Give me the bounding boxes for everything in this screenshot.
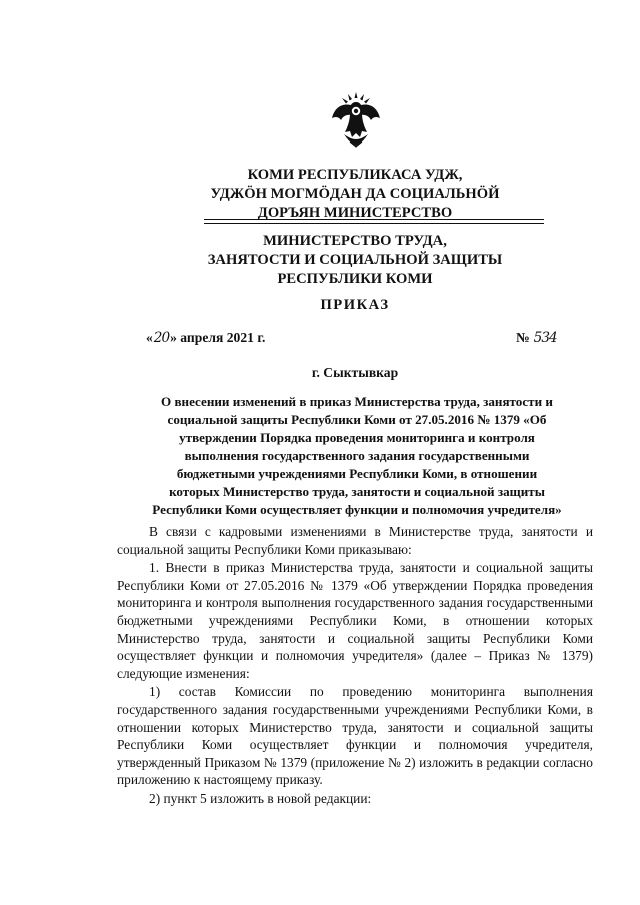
body-paragraph: 1) состав Комиссии по проведению мониторинга выполнения государственного задания государственными учреждениями Республики Коми, в отношении которых Министерство труда, занятости и социальной защиты Республики Коми осуществляет функции и полномочия учредителя, утвержденный Приказом № 1379 (приложение № 2) изложить в редакции согласно приложению к настоящему приказу. [117, 684, 593, 788]
header-komi-line: КОМИ РЕСПУБЛИКАСА УДЖ, [247, 167, 463, 183]
body-paragraph: 2) пункт 5 изложить в новой редакции: [149, 790, 372, 806]
order-number [516, 330, 557, 346]
order-number-label: № [516, 330, 530, 345]
header-divider-bottom [204, 223, 544, 224]
bird-emblem-icon [330, 90, 382, 148]
document-type-title: ПРИКАЗ [320, 297, 390, 313]
order-title [112, 393, 602, 519]
header-ru-line: ЗАНЯТОСТИ И СОЦИАЛЬНОЙ ЗАЩИТЫ [207, 252, 503, 268]
header-ru-line: РЕСПУБЛИКИ КОМИ [277, 271, 433, 287]
date-close-quote: » [170, 330, 177, 345]
header-komi-line: УДЖӦН МОГМӦДАН ДА СОЦИАЛЬНӦЙ [210, 186, 500, 202]
komi-coat-of-arms-emblem [330, 90, 382, 148]
date-day-handwritten: 20 [153, 330, 170, 346]
body-paragraph: В связи с кадровыми изменениями в Министерстве труда, занятости и социальной защиты Республики Коми приказываю: [117, 524, 593, 557]
order-body-text [117, 523, 593, 808]
date-month-year: апреля 2021 г. [176, 330, 266, 345]
order-date [146, 330, 265, 346]
header-russian-ministry-name [140, 232, 570, 289]
body-paragraph: 1. Внести в приказ Министерства труда, занятости и социальной защиты Республики Коми от 27.05.2016 № 1379 «Об утверждении Порядка проведения мониторинга и контроля выполнения государственного задания государственными бюджетными учреждениями Республики Коми, в отношении которых Министерство труда, занятости и социальной защиты Республики Коми осуществляет функции и полномочия учредителя» (далее – Приказ № 1379) следующие изменения: [117, 560, 593, 681]
header-komi-line: ДОРЪЯН МИНИСТЕРСТВО [257, 205, 453, 221]
title-line: выполнения государственного задания государственными [184, 448, 530, 463]
title-line: О внесении изменений в приказ Министерства труда, занятости и [161, 394, 553, 409]
header-ru-line: МИНИСТЕРСТВО ТРУДА, [263, 233, 447, 249]
title-line: утверждении Порядка проведения мониторинга и контроля [179, 430, 535, 445]
date-open-quote: « [146, 330, 153, 345]
order-number-handwritten: 534 [533, 330, 557, 346]
title-line: социальной защиты Республики Коми от 27.05.2016 № 1379 «Об [167, 412, 547, 427]
title-line: бюджетными учреждениями Республики Коми, в отношении [176, 466, 538, 481]
header-divider-top [204, 219, 544, 220]
city-name: г. Сыктывкар [311, 365, 399, 380]
title-line: Республики Коми осуществляет функции и полномочия учредителя» [152, 502, 562, 517]
header-komi-ministry-name [140, 166, 570, 223]
title-line: которых Министерство труда, занятости и социальной защиты [169, 484, 545, 499]
